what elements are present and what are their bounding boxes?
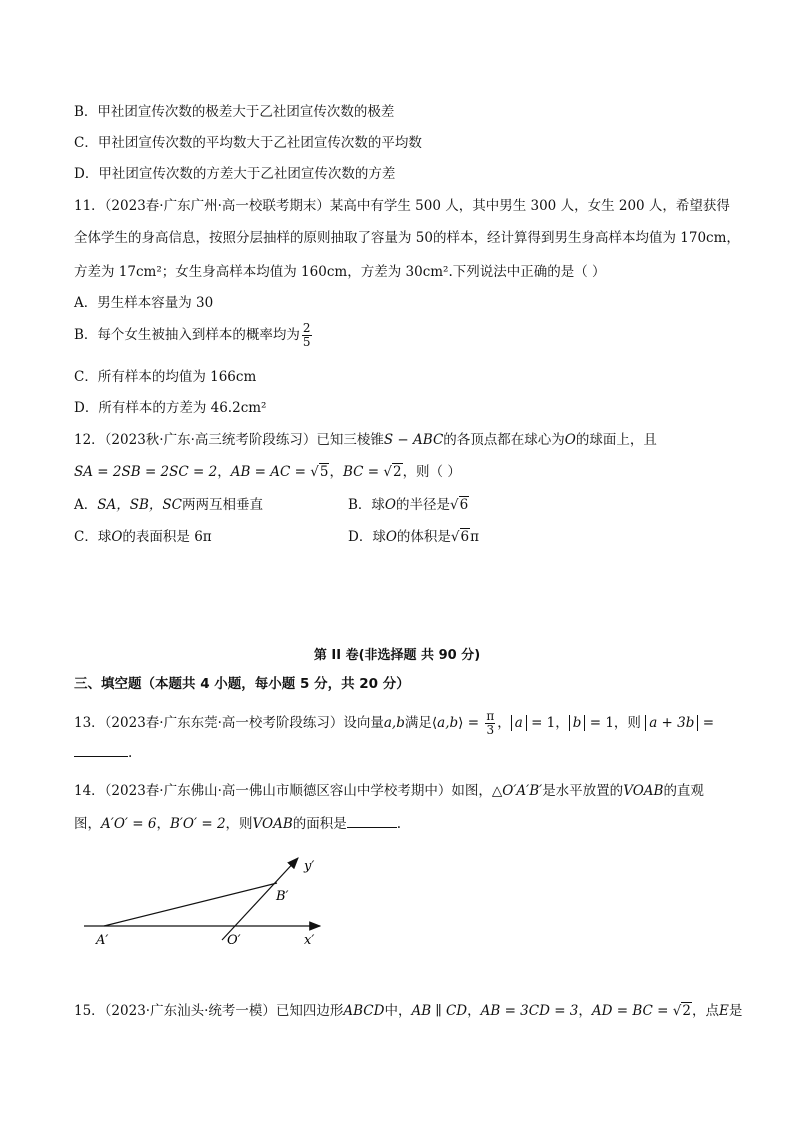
fraction-numerator: 2 <box>302 321 311 335</box>
q13-line-1-b: 满足 <box>404 715 432 731</box>
part-2-title: 第 II 卷(非选择题 共 90 分) <box>313 648 481 663</box>
q11-line-2-text: 全体学生的身高信息，按照分层抽样的原则抽取了容量为 50的样本，经计算得到男生身高样本均值为 170 <box>74 230 707 246</box>
math-voab: VOAB <box>252 816 293 832</box>
q11-option-b <box>74 322 314 349</box>
abs-b: b <box>569 715 586 731</box>
math-triangle: O′A′B′ <box>502 783 543 799</box>
math-ab-eq: AB = AC = <box>230 464 306 480</box>
answer-blank[interactable] <box>74 742 128 757</box>
math-parallel: AB ∥ CD <box>411 1003 468 1019</box>
segment-a-b <box>104 883 277 926</box>
comma: ， <box>578 1003 592 1019</box>
fraction-numerator: π <box>486 709 495 723</box>
abs-a: a <box>511 715 527 731</box>
q14-line-2-b: ，则 <box>225 816 253 832</box>
math-o: O <box>384 497 396 513</box>
angle-right: ⟩ <box>458 715 464 731</box>
radicand: 6 <box>459 497 469 513</box>
q12-option-c <box>74 527 212 547</box>
math-ad-eq: AD = BC = <box>591 1003 669 1019</box>
q13-line-2 <box>74 742 132 763</box>
comma: ， <box>497 715 511 731</box>
math-vectors: a,b <box>437 715 459 731</box>
comma: ， <box>555 715 569 731</box>
math-sa-eq: SA = 2SB = 2SC = 2 <box>74 464 218 480</box>
q12-line-2-end: ，则（ ） <box>402 464 461 480</box>
math-ao-eq: A′O′ = 6 <box>101 816 157 832</box>
math-o: O <box>564 432 576 448</box>
fraction-two-fifths <box>302 322 312 349</box>
q14-line-2-c: 的面积是 <box>292 816 347 832</box>
math-abcd: ABCD <box>343 1003 385 1019</box>
unit-cm2: cm² <box>240 400 267 416</box>
q11-line-2 <box>74 228 740 248</box>
q12-option-a-post: 两两互相垂直 <box>182 497 263 513</box>
sqrt-6: √6 <box>450 529 470 545</box>
q11-option-b-text: B．每个女生被抽入到样本的概率均为 <box>74 327 300 343</box>
label-a-prime: A′ <box>96 933 109 948</box>
radicand: 2 <box>682 1003 691 1019</box>
q11-option-c <box>74 367 256 387</box>
period: . <box>396 816 402 832</box>
radicand: 6 <box>460 529 470 545</box>
math-bo-eq: B′O′ = 2 <box>169 816 226 832</box>
q11-line-1: 11．（2023春·广东广州·高一校联考期末）某高中有学生 500 人，其中男生 300 人，女生 200 人，希望获得 <box>74 198 730 214</box>
pi-symbol: π <box>470 529 479 545</box>
q12-option-a <box>74 495 263 515</box>
fraction-denominator: 3 <box>486 723 495 737</box>
q11-line-3-c: ，方差为 30 <box>347 264 423 280</box>
q14-line-1-a: 14．（2023春·广东佛山·高一佛山市顺德区容山中学校考期中）如图，△ <box>74 783 503 799</box>
q12-option-b <box>348 495 469 515</box>
equals: = <box>702 715 715 731</box>
math-vectors: a,b <box>383 715 405 731</box>
label-o-prime: O′ <box>227 933 241 948</box>
radicand: 5 <box>319 464 329 480</box>
q11-option-c-text: C．所有样本的均值为 166 <box>74 369 236 385</box>
math-voab: VOAB <box>623 783 664 799</box>
q10-option-d: D．甲社团宣传次数的方差大于乙社团宣传次数的方差 <box>74 166 396 182</box>
abs-a-plus-3b: a + 3b <box>645 715 698 731</box>
unit-cm2: cm² <box>422 264 449 280</box>
comma: ， <box>217 464 231 480</box>
angle-left: ⟨ <box>431 715 438 731</box>
q12-option-a-pre: A． <box>74 497 98 513</box>
oblique-projection-figure <box>74 850 334 950</box>
q11-option-a: A．男生样本容量为 30 <box>74 295 214 311</box>
math-bc-eq: BC = <box>342 464 380 480</box>
radicand: 2 <box>392 464 402 480</box>
q12-option-c-pre: C．球 <box>74 529 112 545</box>
q11-option-d-text: D．所有样本的方差为 46.2 <box>74 400 241 416</box>
math-o: O <box>111 529 123 545</box>
q13-line-1-a: 13．（2023春·广东东莞·高一校考阶段练习）设向量 <box>74 715 384 731</box>
unit-cm: cm <box>326 264 348 280</box>
q11-line-3-b: ；女生身高样本均值为 160 <box>161 264 327 280</box>
q15-line-1-b: 中， <box>384 1003 412 1019</box>
equals: = <box>589 715 602 731</box>
q12-option-b-mid: 的半径是 <box>396 497 450 513</box>
equals: = <box>467 715 480 731</box>
math-e: E <box>718 1003 729 1019</box>
q14-line-1-c: 的直观 <box>663 783 704 799</box>
value-one: 1 <box>605 715 614 731</box>
comma: ， <box>467 1003 481 1019</box>
q12-option-d-pre: D．球 <box>348 529 386 545</box>
math-edges: SA，SB，SC <box>97 497 182 513</box>
math-ab-eq: AB = 3CD = 3 <box>480 1003 579 1019</box>
value-one: 1 <box>546 715 556 731</box>
unit-cm: cm <box>706 230 727 246</box>
q15-line-1-c: ，点 <box>691 1003 719 1019</box>
comma: ， <box>329 464 343 480</box>
sqrt-2: √2 <box>383 464 402 480</box>
q14-line-1 <box>74 781 704 801</box>
section-3-heading: 三、填空题（本题共 4 小题，每小题 5 分，共 20 分） <box>74 676 410 692</box>
unit-cm2: cm² <box>135 264 162 280</box>
q12-line-1-a: 12．（2023秋·广东·高三统考阶段练习）已知三棱锥 <box>74 432 384 448</box>
q15-line-1 <box>74 1001 742 1021</box>
q15-line-1-a: 15．（2023·广东汕头·统考一模）已知四边形 <box>74 1003 344 1019</box>
label-y-prime: y′ <box>304 859 315 874</box>
comma: ， <box>156 816 170 832</box>
q12-line-1-b: 的各顶点都在球心为 <box>443 432 565 448</box>
comma: ， <box>726 230 740 246</box>
q11-line-3-a: 方差为 17 <box>74 264 136 280</box>
q12-option-c-mid: 的表面积是 6π <box>122 529 212 545</box>
q11-option-d <box>74 398 266 418</box>
math-s-abc: S − ABC <box>383 432 444 448</box>
fraction-pi-over-3 <box>485 710 495 737</box>
q14-line-2 <box>74 813 401 834</box>
unit-cm: cm <box>235 369 257 385</box>
equals: = <box>531 715 543 731</box>
comma: ， <box>613 715 628 731</box>
q11-line-3-d: .下列说法中正确的是（ ） <box>448 264 606 280</box>
q13-line-1: 13．（2023春·广东东莞·高一校考阶段练习）设向量a,b满足⟨a,b⟩ = $\frac{\pi}{3}$ ， a = 1， b = 1，则 a + 3b = <box>74 709 715 737</box>
q12-line-2 <box>74 462 461 482</box>
q11-line-3 <box>74 262 606 282</box>
period: . <box>128 745 133 761</box>
sqrt-6: √6 <box>450 497 469 513</box>
q12-option-d-mid: 的体积是 <box>396 529 451 545</box>
q15-line-1-d: 是 <box>728 1003 743 1019</box>
q12-option-d <box>348 527 479 547</box>
fraction-denominator: 5 <box>302 335 311 349</box>
answer-blank[interactable] <box>347 813 397 828</box>
q14-line-1-b: 是水平放置的 <box>542 783 624 799</box>
q12-line-1 <box>74 430 657 450</box>
label-x-prime: x′ <box>304 933 315 948</box>
sqrt-5: √5 <box>310 464 329 480</box>
q14-line-2-a: 图， <box>74 816 101 832</box>
sqrt-2: √2 <box>672 1003 691 1019</box>
q10-option-c: C．甲社团宣传次数的平均数大于乙社团宣传次数的平均数 <box>74 135 422 151</box>
q12-option-b-pre: B．球 <box>348 497 385 513</box>
q12-line-1-c: 的球面上，且 <box>575 432 657 448</box>
label-b-prime: B′ <box>276 889 289 904</box>
math-o: O <box>385 529 397 545</box>
q10-option-b: B．甲社团宣传次数的极差大于乙社团宣传次数的极差 <box>74 104 395 120</box>
